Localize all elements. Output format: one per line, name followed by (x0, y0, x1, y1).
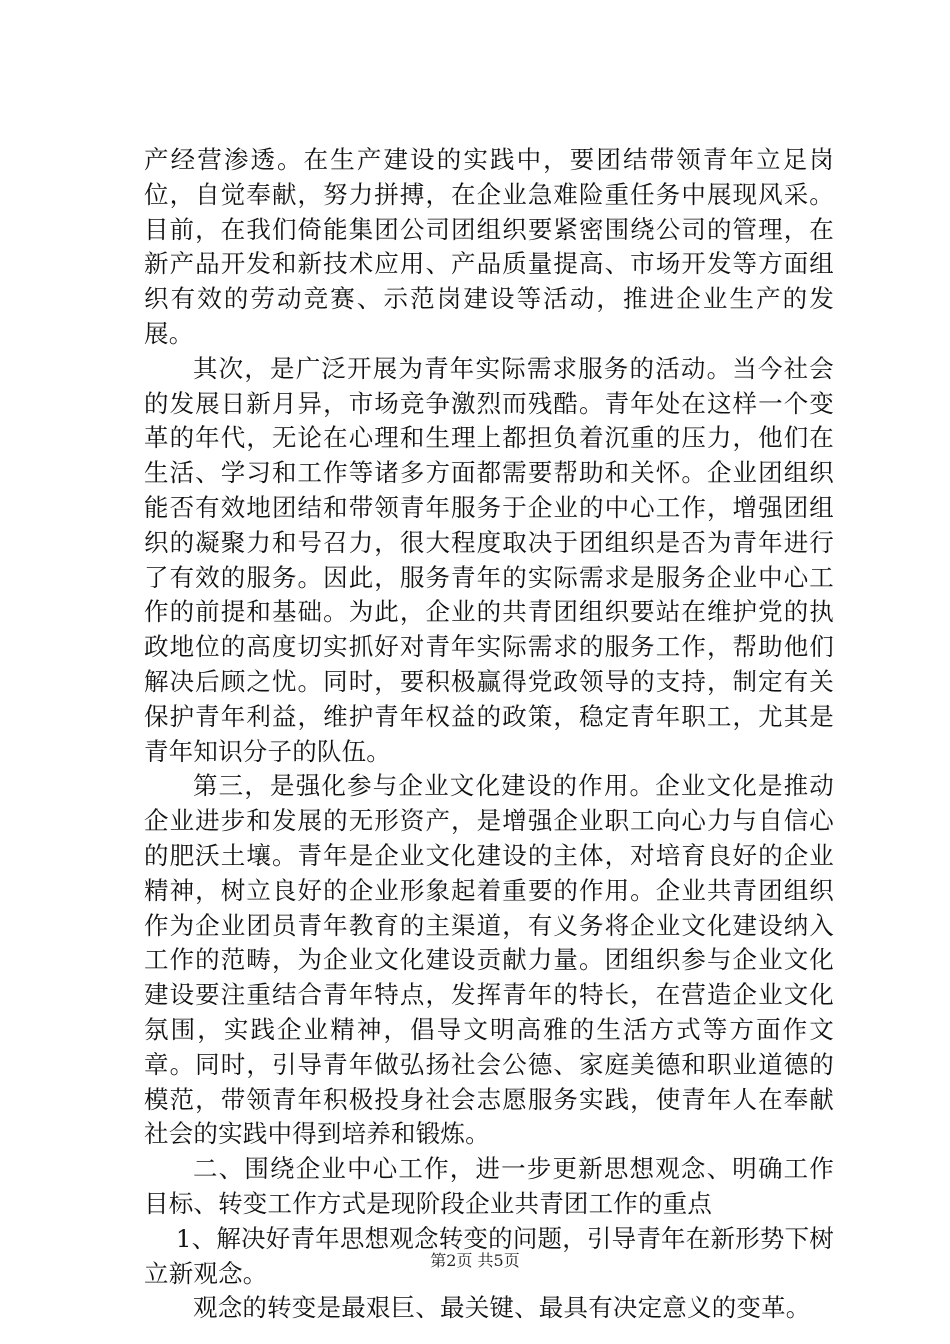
section-heading-two: 二、围绕企业中心工作，进一步更新思想观念、明确工作目标、转变工作方式是现阶段企业共青团工作的重点 (144, 1154, 834, 1218)
subsection-heading-one: 1、解决好青年思想观念转变的问题，引导青年在新形势下树立新观念。 (144, 1223, 834, 1288)
paragraph-third-point: 第三，是强化参与企业文化建设的作用。企业文化是推动企业进步和发展的无形资产，是增强企业职工向心力与自信心的肥沃土壤。青年是企业文化建设的主体，对培育良好的企业精神，树立良好的企业形象起着重要的作用。企业共青团组织作为企业团员青年教育的主渠道，有义务将企业文化建设纳入工作的范畴，为企业文化建设贡献力量。团组织参与企业文化建设要注重结合青年特点，发挥青年的特长，在营造企业文化氛围，实践企业精神，倡导文明高雅的生活方式等方面作文章。同时，引导青年做弘扬社会公德、家庭美德和职业道德的模范，带领青年积极投身社会志愿服务实践，使青年人在奉献社会的实践中得到培养和锻炼。 (144, 771, 834, 1149)
paragraph-continuation: 产经营渗透。在生产建设的实践中，要团结带领青年立足岗位，自觉奉献，努力拼搏，在企业急难险重任务中展现风采。目前，在我们倚能集团公司团组织要紧密围绕公司的管理，在新产品开发和新技术应用、产品质量提高、市场开发等方面组织有效的劳动竞赛、示范岗建设等活动，推进企业生产的发展。 (144, 145, 834, 348)
paragraph-second-point: 其次，是广泛开展为青年实际需求服务的活动。当今社会的发展日新月异，市场竞争激烈而残酷。青年处在这样一个变革的年代，无论在心理和生理上都担负着沉重的压力，他们在生活、学习和工作等诸多方面都需要帮助和关怀。企业团组织能否有效地团结和带领青年服务于企业的中心工作，增强团组织的凝聚力和号召力，很大程度取决于团组织是否为青年进行了有效的服务。因此，服务青年的实际需求是服务企业中心工作的前提和基础。为此，企业的共青团组织要站在维护党的执政地位的高度切实抓好对青年实际需求的服务工作，帮助他们解决后顾之忧。同时，要积极赢得党政领导的支持，制定有关保护青年利益，维护青年权益的政策，稳定青年职工，尤其是青年知识分子的队伍。 (144, 353, 834, 766)
page-number-footer: 第2页 共5页 (430, 1251, 520, 1270)
document-body (144, 143, 834, 1326)
paragraph-concept-change: 观念的转变是最艰巨、最关键、最具有决定意义的变革。 (193, 1293, 811, 1323)
